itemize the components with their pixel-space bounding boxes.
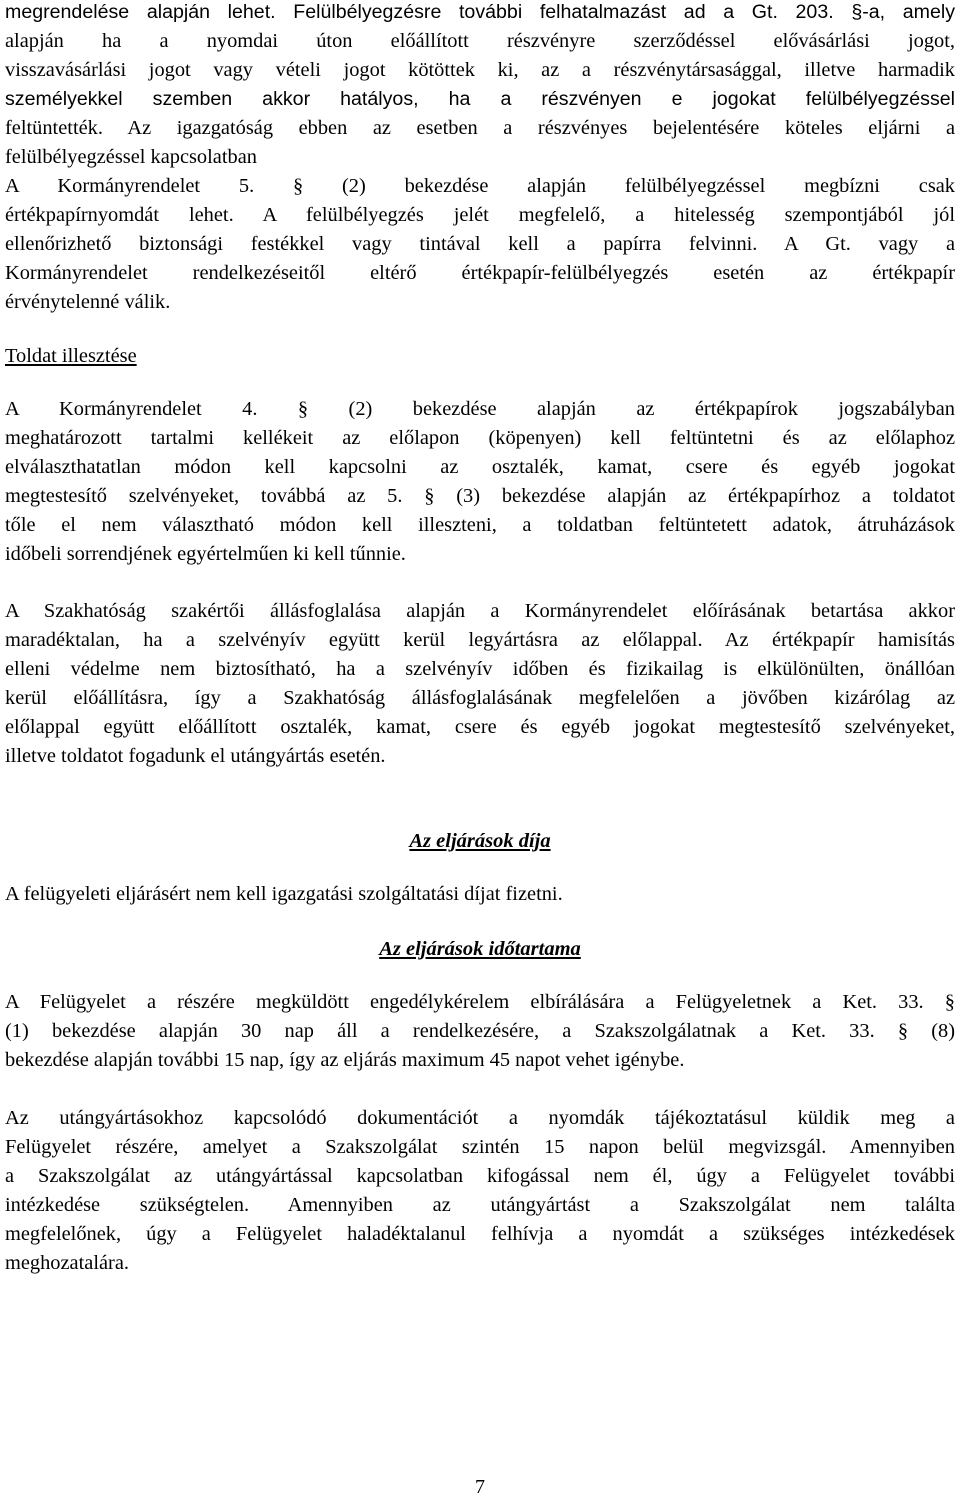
text-line: (1) bekezdése alapján 30 nap áll a rendelkezésére, a Szakszolgálatnak a Ket. 33. § (8) (5, 1020, 955, 1042)
text-line: tőle el nem választható módon kell illeszteni, a toldatban feltüntetett adatok, átruházások (5, 514, 955, 536)
text-line: megrendelése alapján lehet. Felülbélyegzésre további felhatalmazást ad a Gt. 203. §-a, amely (5, 1, 955, 23)
text-line: Az utángyártásokhoz kapcsolódó dokumentációt a nyomdák tájékoztatásul küldik meg a (5, 1107, 955, 1129)
text-line: A Felügyelet a részére megküldött engedélykérelem elbírálására a Felügyeletnek a Ket. 33. § (5, 991, 955, 1013)
paragraph-utangyartas (5, 1104, 955, 1278)
paragraph-felulbelyegzes (5, 0, 955, 317)
heading-eljarasok-idotartama: Az eljárások időtartama (379, 938, 581, 960)
text-line: érvénytelenné válik. (5, 291, 171, 313)
text-line: A felügyeleti eljárásért nem kell igazgatási szolgáltatási díjat fizetni. (5, 883, 563, 905)
text-line: előlappal együtt előállított osztalék, kamat, csere és egyéb jogokat megtestesítő szelvényeket, (5, 716, 955, 738)
text-line: intézkedése szükségtelen. Amennyiben az utángyártást a Szakszolgálat nem találta (5, 1194, 955, 1216)
text-line: feltüntették. Az igazgatóság ebben az esetben a részvényes bejelentésére köteles eljárni a (5, 117, 955, 139)
text-line: ellenőrizhető biztonsági festékkel vagy tintával kell a papírra felvinni. A Gt. vagy a (5, 233, 955, 255)
text-line: maradéktalan, ha a szelvényív együtt kerül legyártásra az előlappal. Az értékpapír hamisítás (5, 629, 955, 651)
paragraph-toldat (5, 395, 955, 569)
text-line: alapján ha a nyomdai úton előállított részvényre szerződéssel elővásárlási jogot, (5, 30, 955, 52)
text-line: Kormányrendelet rendelkezéseitől eltérő értékpapír-felülbélyegzés esetén az értékpapír (5, 262, 955, 284)
text-line: A Kormányrendelet 5. § (2) bekezdése alapján felülbélyegzéssel megbízni csak (5, 175, 955, 197)
text-line: megtestesítő szelvényeket, továbbá az 5. § (3) bekezdése alapján az értékpapírhoz a toldatot (5, 485, 955, 507)
text-line: meghozatalára. (5, 1252, 129, 1274)
text-line: személyekkel szemben akkor hatályos, ha a részvényen e jogokat felülbélyegzéssel (5, 88, 955, 110)
text-line: bekezdése alapján további 15 nap, így az eljárás maximum 45 napot vehet igénybe. (5, 1049, 685, 1071)
text-line: Felügyelet részére, amelyet a Szakszolgálat szintén 15 napon belül megvizsgál. Amennyiben (5, 1136, 955, 1158)
section-title-toldat: Toldat illesztése (5, 345, 137, 367)
text-line: felülbélyegzéssel kapcsolatban (5, 146, 257, 168)
text-line: elleni védelme nem biztosítható, ha a szelvényív időben és fizikailag is elkülönülten, önállóan (5, 658, 955, 680)
text-line: értékpapírnyomdát lehet. A felülbélyegzés jelét megfelelő, a hitelesség szempontjából jól (5, 204, 955, 226)
text-line: visszavásárlási jogot vagy vételi jogot kötöttek ki, az a részvénytársasággal, illetve harmadik (5, 59, 955, 81)
text-line: A Kormányrendelet 4. § (2) bekezdése alapján az értékpapírok jogszabályban (5, 398, 955, 420)
paragraph-szakhatosag (5, 597, 955, 771)
heading-eljarasok-dija: Az eljárások díja (409, 830, 551, 852)
text-line: meghatározott tartalmi kellékeit az előlapon (köpenyen) kell feltüntetni és az előlaphoz (5, 427, 955, 449)
text-line: megfelelőnek, úgy a Felügyelet haladéktalanul felhívja a nyomdát a szükséges intézkedések (5, 1223, 955, 1245)
paragraph-dij (5, 880, 955, 909)
text-line: A Szakhatóság szakértői állásfoglalása alapján a Kormányrendelet előírásának betartása akkor (5, 600, 955, 622)
text-line: elválaszthatatlan módon kell kapcsolni az osztalék, kamat, csere és egyéb jogokat (5, 456, 955, 478)
text-line: időbeli sorrendjének egyértelműen ki kell tűnnie. (5, 543, 406, 565)
text-line: a Szakszolgálat az utángyártással kapcsolatban kifogással nem él, úgy a Felügyelet további (5, 1165, 955, 1187)
page-number: 7 (475, 1476, 485, 1498)
paragraph-idotartam (5, 988, 955, 1075)
text-line: kerül előállításra, így a Szakhatóság állásfoglalásának megfelelően a jövőben kizárólag az (5, 687, 955, 709)
text-line: illetve toldatot fogadunk el utángyártás esetén. (5, 745, 386, 767)
